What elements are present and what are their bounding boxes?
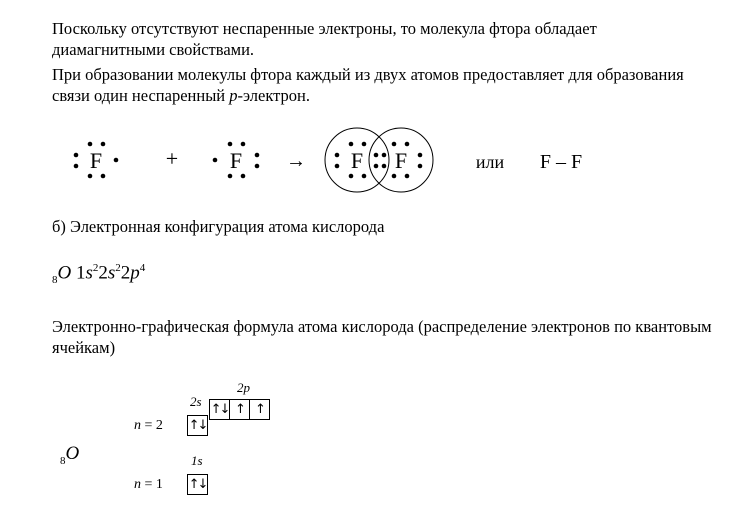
atom-symbol-2: F	[229, 148, 243, 173]
label-2s: 2s	[190, 394, 202, 409]
atom-symbol-1: F	[89, 148, 103, 173]
cells-2p	[209, 399, 270, 420]
reaction-arrow: →	[286, 150, 306, 172]
molecule-atom-2: F	[394, 148, 408, 173]
cell-2p-2: ↑	[229, 399, 250, 420]
bond-formula: F – F	[539, 151, 583, 173]
term-1-l: s	[85, 262, 93, 284]
p2-text-before: При образовании молекулы фтора каждый из двух атомов предоставляет для образования связи один неспаренный	[52, 65, 684, 105]
orbital-element-number: 8	[60, 454, 66, 467]
p2-italic-p: p	[229, 86, 238, 105]
paragraph-orbital-formula: Электронно-графическая формула атома кислорода (распределение электронов по квантовым ячейкам)	[52, 317, 712, 357]
atomic-number: 8	[52, 274, 58, 287]
term-1-n: 1	[75, 262, 86, 284]
level-1-n: n	[134, 477, 141, 492]
paragraph-bond-formation	[52, 64, 712, 106]
oxygen-configuration	[52, 262, 145, 286]
plus-sign: +	[165, 146, 179, 171]
or-word: или	[475, 152, 505, 172]
p2-text-after: -электрон.	[237, 86, 310, 105]
term-2-n: 2	[98, 262, 108, 284]
term-2-e: 2	[115, 262, 121, 274]
term-3-l: p	[130, 262, 140, 284]
molecule-atom-1: F	[350, 148, 364, 173]
orbital-element-symbol: O	[65, 443, 80, 464]
cell-2p-1: ↑↓	[209, 399, 230, 420]
level-2-label	[134, 418, 163, 434]
cell-2s: ↑↓	[187, 415, 208, 436]
paragraph-diamagnetic: Поскольку отсутствуют неспаренные электроны, то молекула фтора обладает диамагнитными свойствами.	[52, 19, 597, 59]
orbital-element	[60, 443, 79, 467]
label-1s: 1s	[191, 453, 203, 468]
section-b-heading: б) Электронная конфигурация атома кислорода	[52, 217, 385, 236]
cell-2p-3: ↑	[249, 399, 270, 420]
cell-1s: ↑↓	[187, 474, 208, 495]
term-3-n: 2	[120, 262, 131, 284]
term-3-e: 4	[139, 262, 146, 274]
cells-1s	[187, 474, 208, 495]
label-2p: 2p	[237, 380, 250, 395]
term-2-l: s	[107, 262, 116, 284]
term-1-e: 2	[92, 262, 99, 274]
element-symbol: O	[57, 262, 72, 284]
level-1-value: = 1	[141, 477, 163, 492]
level-2-value: = 2	[141, 418, 163, 433]
cells-2s	[187, 415, 208, 436]
level-2-n: n	[134, 418, 141, 433]
level-1-label	[134, 477, 163, 493]
